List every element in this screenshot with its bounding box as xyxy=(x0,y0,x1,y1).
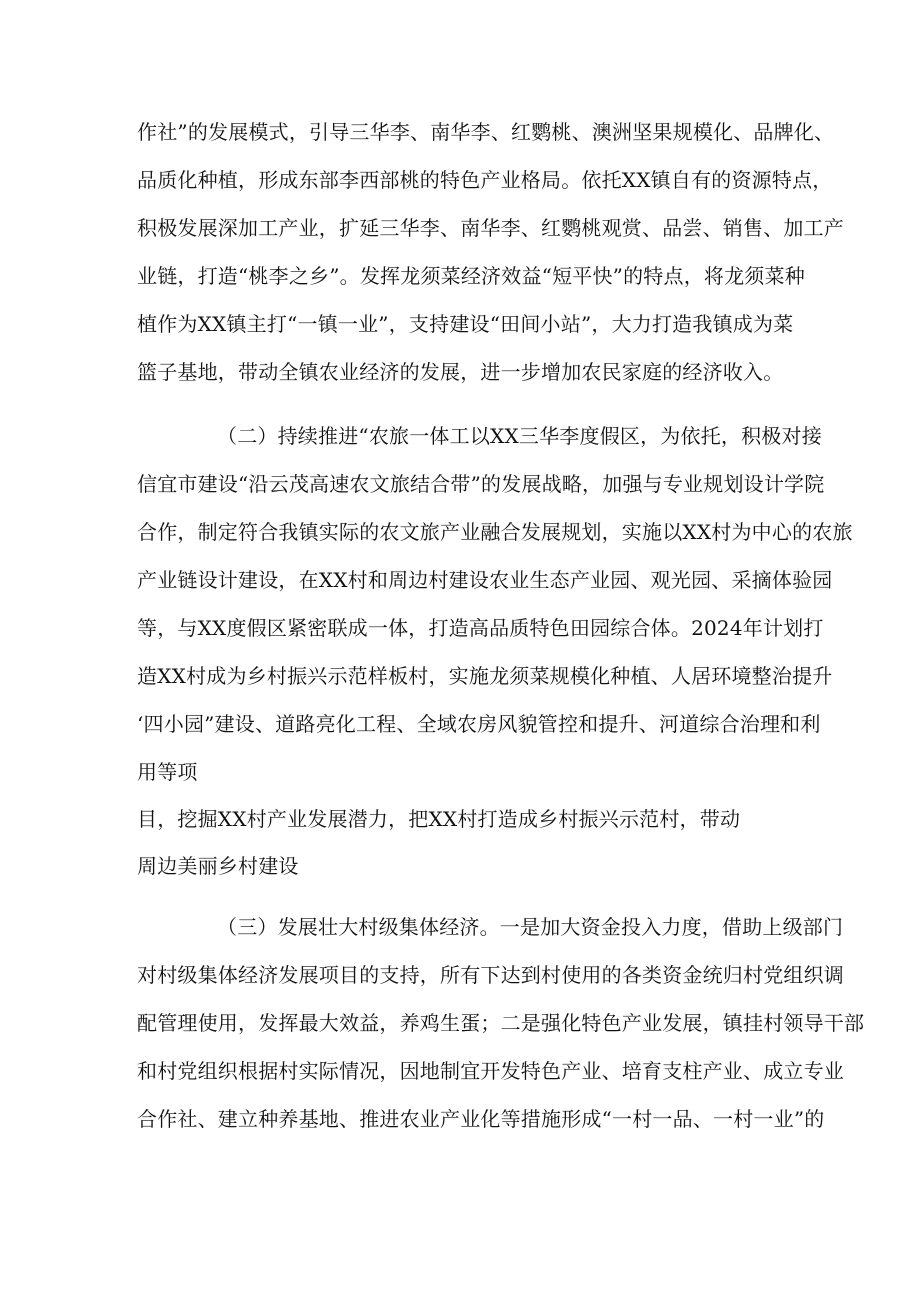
text-line: 对村级集体经济发展项目的支持，所有下达到村使用的各类资金统归村党组织调 xyxy=(137,963,844,987)
text-line: 品质化种植，形成东部李西部桃的特色产业格局。依托XX镇自有的资源特点， xyxy=(137,168,833,192)
text-line: （二）持续推进“农旅一体工以XX三华李度假区，为依托，积极对接 xyxy=(217,424,822,448)
text-line: 业链，打造“桃李之乡”。发挥龙须菜经济效益“短平快”的特点，将龙须菜种 xyxy=(137,264,805,288)
text-line: 篮子基地，带动全镇农业经济的发展，进一步增加农民家庭的经济收入。 xyxy=(137,360,784,384)
text-line: 合作社、建立种养基地、推进农业产业化等措施形成“一村一品、一村一业”的 xyxy=(137,1107,825,1131)
text-line: 周边美丽乡村建设 xyxy=(137,854,299,878)
text-line: 植作为XX镇主打“一镇一业”，支持建设“田间小站”，大力打造我镇成为菜 xyxy=(137,312,794,336)
text-line: 合作，制定符合我镇实际的农文旅产业融合发展规划，实施以XX村为中心的农旅 xyxy=(137,520,853,544)
text-line: 造XX村成为乡村振兴示范样板村，实施龙须菜规模化种植、人居环境整治提升 xyxy=(137,664,833,688)
text-line: ‘四小园”建设、道路亮化工程、全域农房风貌管控和提升、河道综合治理和利 xyxy=(137,712,821,736)
text-line: 配管理使用，发挥最大效益，养鸡生蛋；二是强化特色产业发展，镇挂村领导干部 xyxy=(137,1011,865,1035)
text-line: 产业链设计建设，在XX村和周边村建设农业生态产业园、观光园、采摘体验园 xyxy=(137,568,833,592)
text-line: 用等项 xyxy=(137,760,198,784)
text-line: 作社”的发展模式，引导三华李、南华李、红鹦桃、澳洲坚果规模化、品牌化、 xyxy=(137,120,835,144)
text-line: 和村党组织根据村实际情况，因地制宜开发特色产业、培育支柱产业、成立专业 xyxy=(137,1059,844,1083)
text-line: 积极发展深加工产业，扩延三华李、南华李、红鹦桃观赏、品尝、销售、加工产 xyxy=(137,216,844,240)
text-line: 等，与XX度假区紧密联成一体，打造高品质特色田园综合体。2024年计划打 xyxy=(137,616,824,640)
text-line: 目，挖掘XX村产业发展潜力，把XX村打造成乡村振兴示范村，带动 xyxy=(137,807,741,831)
text-line: （三）发展壮大村级集体经济。一是加大资金投入力度，借助上级部门 xyxy=(217,915,844,939)
text-line: 信宜市建设“沿云茂高速农文旅结合带”的发展战略，加强与专业规划设计学院 xyxy=(137,472,825,496)
